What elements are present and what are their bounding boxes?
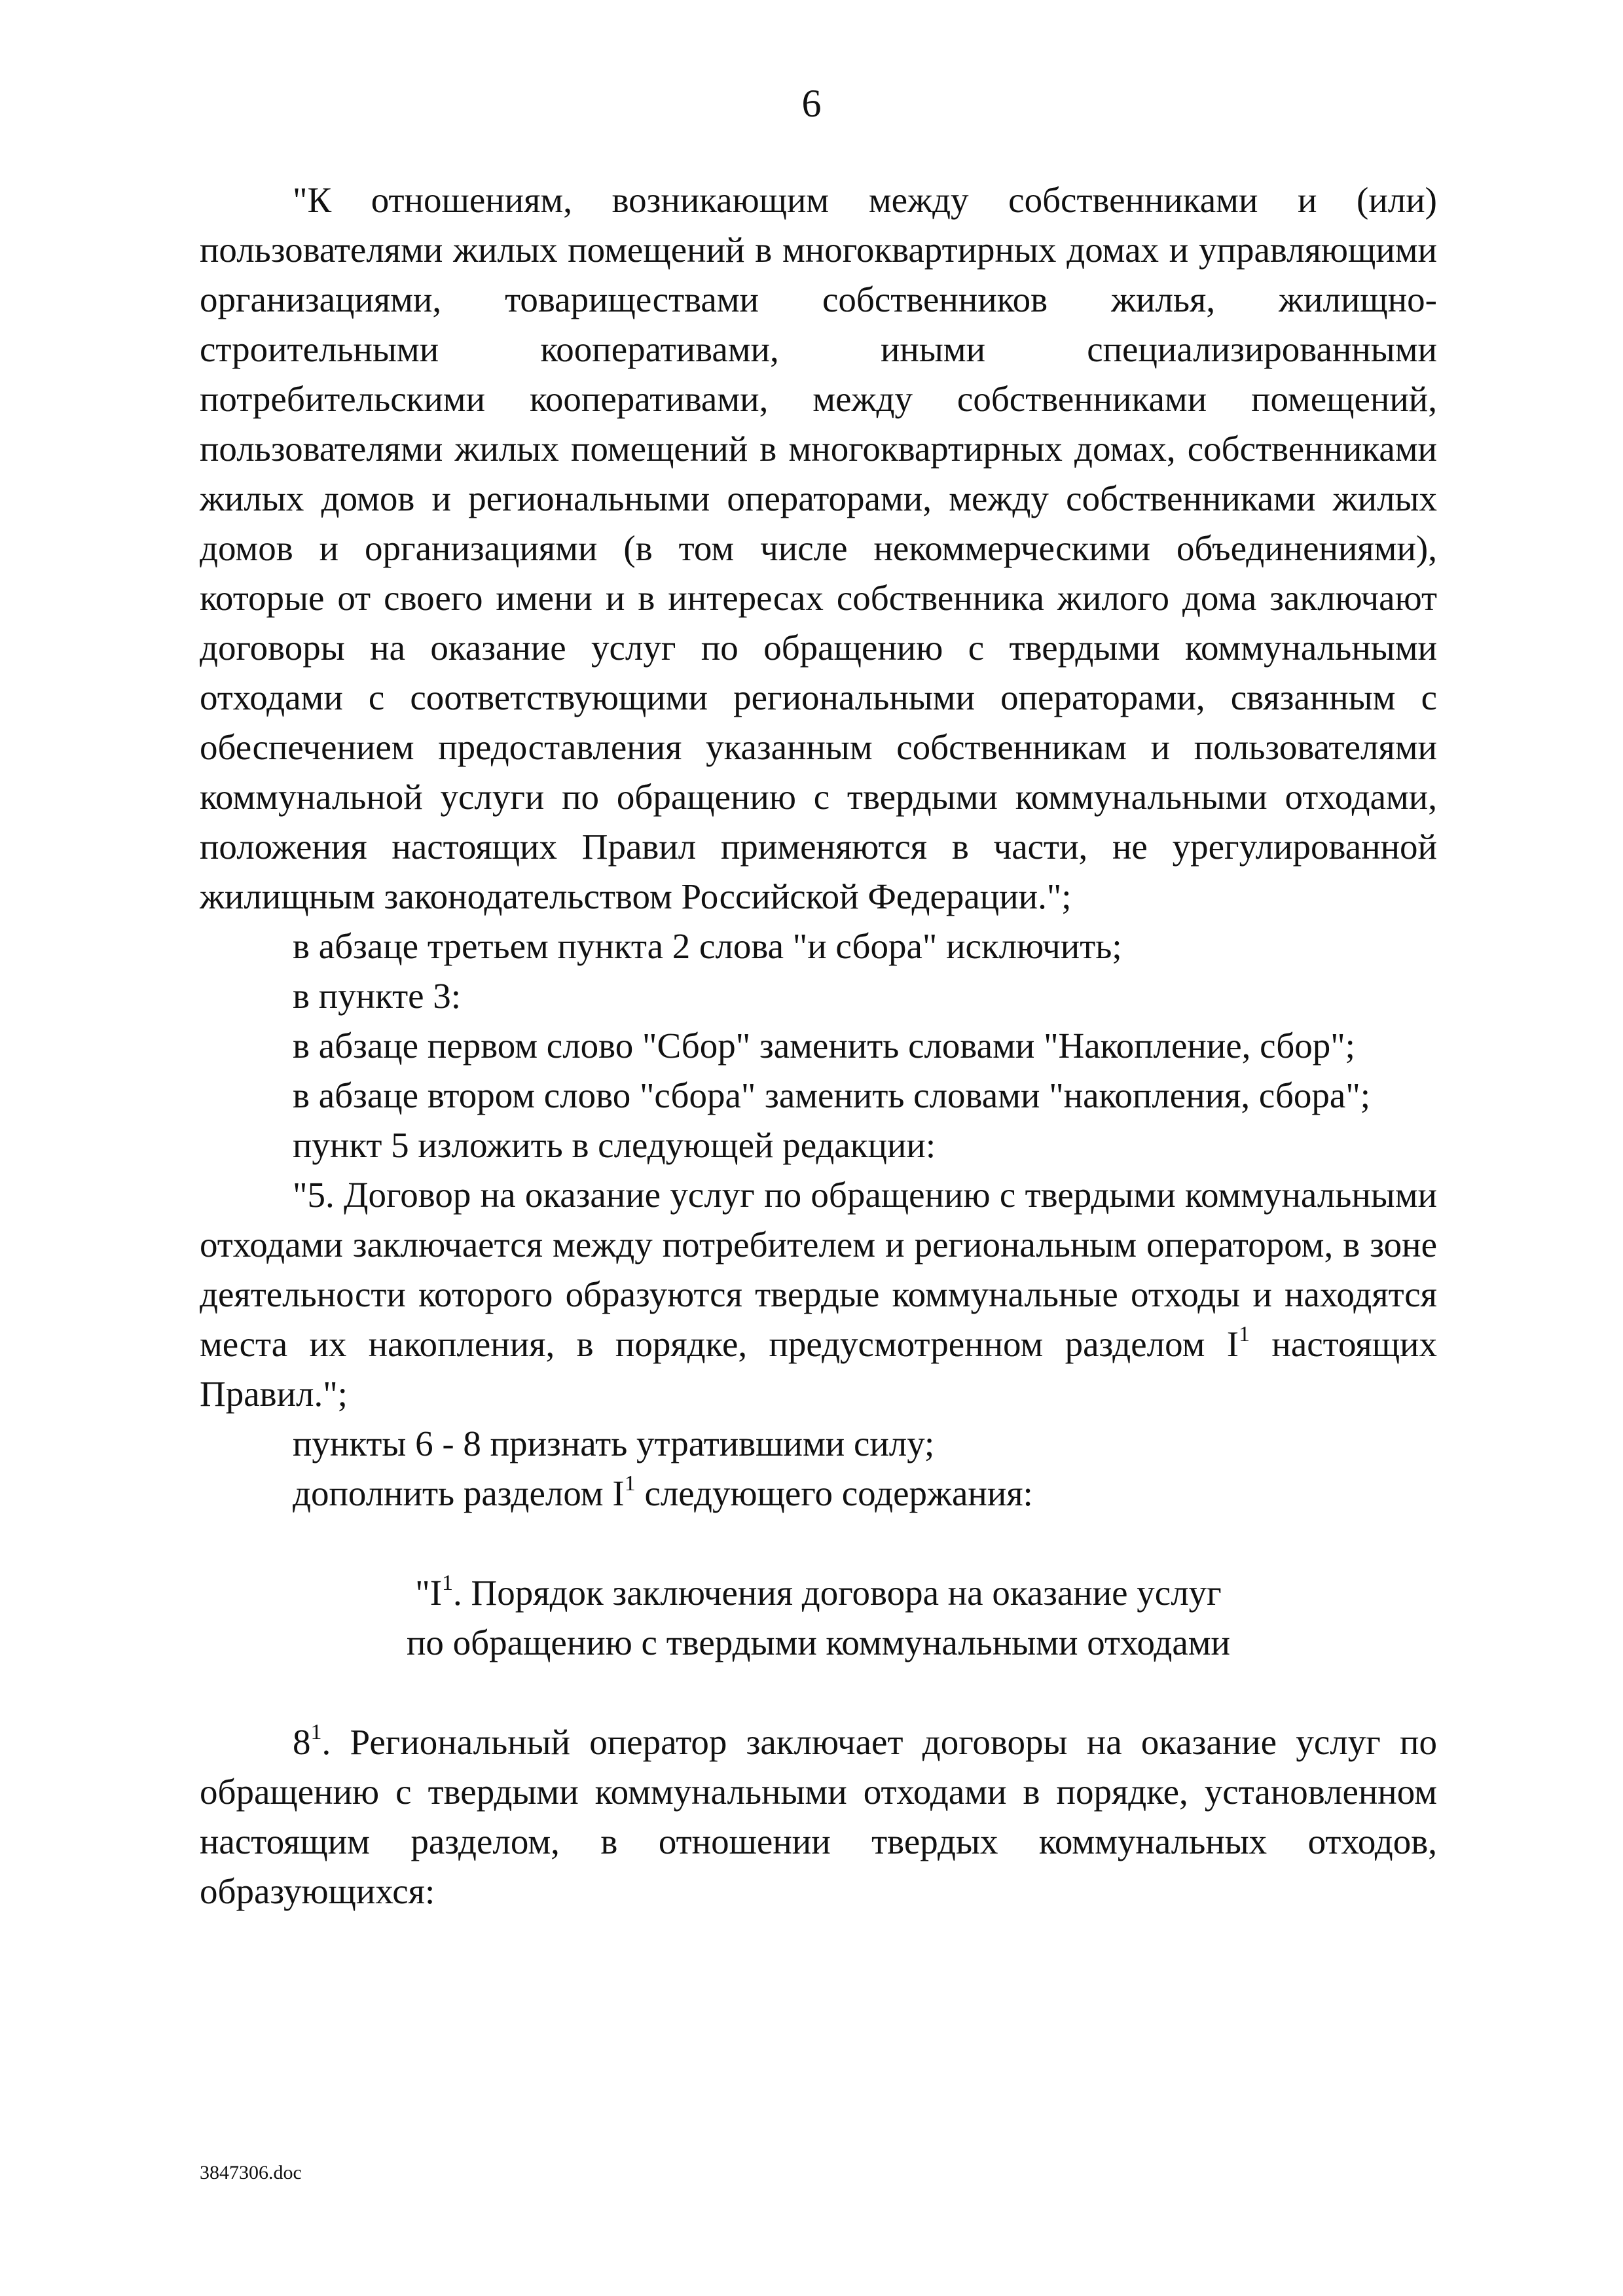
paragraph-item-8-1-number: 8 — [293, 1722, 311, 1762]
section-heading-prefix: "I — [415, 1573, 443, 1613]
paragraph-relations: "К отношениям, возникающим между собственниками и (или) пользователями жилых помещений в многоквартирных домах и управляющими организациями, товариществами собственников жилья, жилищно-строительными кооперативами, иными специализированными потребительскими кооперативами, между собственниками помещений, пользователями жилых помещений в многоквартирных домах, собственниками жилых домов и региональными операторами, между собственниками жилых домов и организациями (в том числе некоммерческими объединениями), которые от своего имени и в интересах собственника жилого дома заключают договоры на оказание услуг по обращению с твердыми коммунальными отходами с соответствующими региональными операторами, связанным с обеспечением предоставления указанным собственникам и пользователями коммунальной услуги по обращению с твердыми коммунальными отходами, положения настоящих Правил применяются в части, не урегулированной жилищным законодательством Российской Федерации."; — [200, 180, 1437, 916]
paragraph-item-3-second: в абзаце втором слово "сбора" заменить словами "накопления, сбора"; — [293, 1075, 1371, 1115]
paragraph-add-section-start: дополнить разделом I — [293, 1473, 625, 1513]
paragraph-amend-item-2: в абзаце третьем пункта 2 слова "и сбора" исключить; — [293, 926, 1122, 966]
section-heading-line-2: по обращению с твердыми коммунальными отходами — [407, 1623, 1230, 1662]
section-heading-line-1 — [200, 1568, 1437, 1618]
section-heading — [200, 1568, 1437, 1668]
paragraph-item-3: в пункте 3: — [293, 976, 462, 1016]
paragraph-add-section — [200, 1469, 1437, 1518]
paragraph-item-5-text-main: "5. Договор на оказание услуг по обращению с твердыми коммунальными отходами заключается между потребителем и региональным оператором, в зоне деятельности которого образуются твердые коммунальные отходы и находятся места их накопления, в порядке, предусмотренном разделом I — [200, 1175, 1437, 1364]
paragraph-item-5-text — [200, 1170, 1437, 1419]
document-footer: 3847306.doc — [200, 2162, 302, 2183]
superscript: 1 — [624, 1471, 636, 1496]
section-heading-line-1-text: . Порядок заключения договора на оказание услуг — [453, 1573, 1222, 1613]
document-body — [200, 175, 1437, 1916]
superscript: 1 — [310, 1719, 322, 1744]
paragraph-add-section-end: следующего содержания: — [635, 1473, 1033, 1513]
page-number: 6 — [801, 82, 822, 125]
superscript: 1 — [1239, 1321, 1250, 1346]
paragraph-item-5-intro: пункт 5 изложить в следующей редакции: — [293, 1125, 936, 1165]
paragraph-item-8-1-text: . Региональный оператор заключает договоры на оказание услуг по обращению с твердыми коммунальными отходами в порядке, установленном настоящим разделом, в отношении твердых коммунальных отходов, образующихся: — [200, 1722, 1437, 1911]
superscript: 1 — [442, 1570, 454, 1595]
paragraph-item-3-first: в абзаце первом слово "Сбор" заменить словами "Накопление, сбор"; — [293, 1026, 1355, 1066]
paragraph-item-5-text-end: настоящих Правил."; — [200, 1324, 1437, 1414]
paragraph-items-6-8: пункты 6 - 8 признать утратившими силу; — [293, 1424, 935, 1463]
paragraph-item-8-1 — [200, 1717, 1437, 1916]
